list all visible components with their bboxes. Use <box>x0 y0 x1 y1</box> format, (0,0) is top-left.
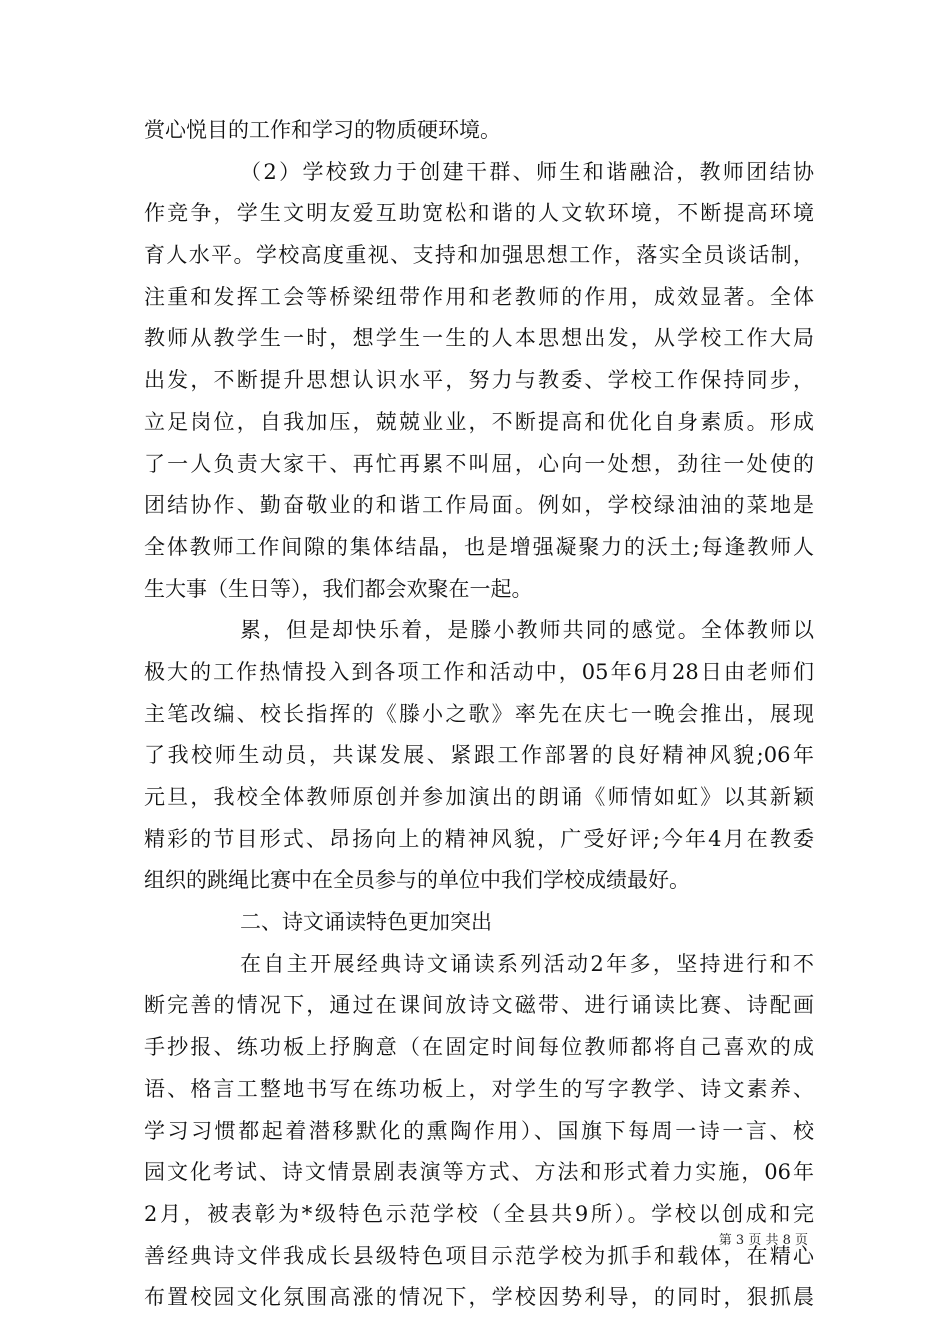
text-line: 断完善的情况下，通过在课间放诗文磁带、进行诵读比赛、诗配画 <box>144 993 814 1018</box>
text-line: 累，但是却快乐着，是滕小教师共同的感觉。全体教师以 <box>240 618 814 643</box>
body-text <box>144 110 814 1319</box>
text-line: 极大的工作热情投入到各项工作和活动中，05年6月28日由老师们 <box>144 659 814 684</box>
text-line: 2月，被表彰为*级特色示范学校（全县共9所）。学校以创成和完 <box>144 1201 814 1226</box>
text-line: 在自主开展经典诗文诵读系列活动2年多，坚持进行和不 <box>240 951 814 976</box>
text-line: 主笔改编、校长指挥的《滕小之歌》率先在庆七一晚会推出，展现 <box>144 701 814 726</box>
text-line: 善经典诗文伴我成长县级特色项目示范学校为抓手和载体，在精心 <box>144 1243 814 1268</box>
text-line: 出发，不断提升思想认识水平，努力与教委、学校工作保持同步， <box>144 368 814 393</box>
text-line: 语、格言工整地书写在练功板上，对学生的写字教学、诗文素养、 <box>144 1076 814 1101</box>
page-number-footer: 第 3 页 共 8 页 <box>718 1233 808 1248</box>
text-line: 了一人负责大家干、再忙再累不叫屈，心向一处想，劲往一处使的 <box>144 451 814 476</box>
text-line: 学习习惯都起着潜移默化的熏陶作用）、国旗下每周一诗一言、校 <box>144 1118 814 1143</box>
text-line: 精彩的节目形式、昂扬向上的精神风貌，广受好评;今年4月在教委 <box>144 826 814 851</box>
text-line: 了我校师生动员，共谋发展、紧跟工作部署的良好精神风貌;06年 <box>144 743 814 768</box>
text-line: 立足岗位，自我加压，兢兢业业，不断提高和优化自身素质。形成 <box>144 409 814 434</box>
text-line: 育人水平。学校高度重视、支持和加强思想工作，落实全员谈话制， <box>144 243 814 268</box>
text-line: 手抄报、练功板上抒胸意（在固定时间每位教师都将自己喜欢的成 <box>144 1035 814 1060</box>
text-line: 全体教师工作间隙的集体结晶，也是增强凝聚力的沃土;每逢教师人 <box>144 534 814 559</box>
text-line: 作竞争，学生文明友爱互助宽松和谐的人文软环境，不断提高环境 <box>144 201 814 226</box>
text-line: （2）学校致力于创建干群、师生和谐融洽，教师团结协 <box>240 159 814 184</box>
section-heading: 二、诗文诵读特色更加突出 <box>240 910 492 935</box>
text-line: 团结协作、勤奋敬业的和谐工作局面。例如，学校绿油油的菜地是 <box>144 493 814 518</box>
text-line: 注重和发挥工会等桥梁纽带作用和老教师的作用，成效显著。全体 <box>144 284 814 309</box>
text-line: 赏心悦目的工作和学习的物质硬环境。 <box>144 118 501 142</box>
text-line: 组织的跳绳比赛中在全员参与的单位中我们学校成绩最好。 <box>144 868 690 893</box>
text-line: 教师从教学生一时，想学生一生的人本思想出发，从学校工作大局 <box>144 326 814 351</box>
text-line: 布置校园文化氛围高涨的情况下，学校因势利导，的同时，狠抓晨 <box>144 1285 814 1310</box>
text-line: 元旦，我校全体教师原创并参加演出的朗诵《师情如虹》以其新颖 <box>144 785 814 809</box>
text-line: 生大事（生日等），我们都会欢聚在一起。 <box>144 576 533 601</box>
text-line: 园文化考试、诗文情景剧表演等方式、方法和形式着力实施，06年 <box>144 1160 814 1185</box>
